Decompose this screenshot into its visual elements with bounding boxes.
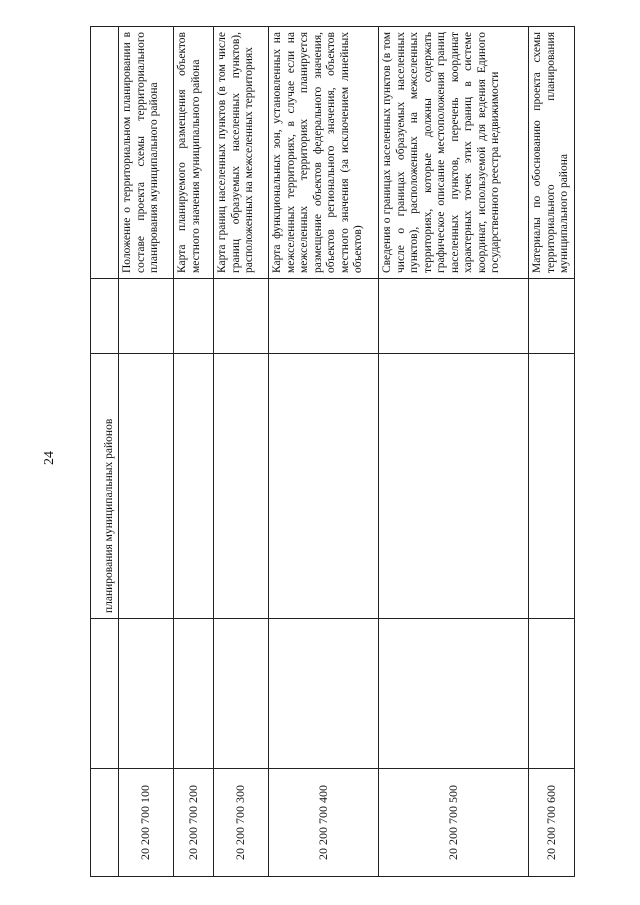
- row-name: Материалы по обоснованию проекта схемы территориального планирования муниципального района: [529, 27, 575, 279]
- row-code: 20 200 700 300: [214, 769, 269, 877]
- header-cell-code: [91, 769, 119, 877]
- row-empty-cell: [174, 619, 214, 769]
- header-cell-text: планирования муниципальных районов: [91, 354, 119, 619]
- row-empty-cell: [174, 354, 214, 619]
- header-cell-blank: [91, 279, 119, 354]
- row-empty-cell: [529, 354, 575, 619]
- rotated-table-container: [90, 27, 570, 877]
- table-row: [174, 27, 214, 877]
- row-empty-cell: [269, 279, 379, 354]
- table-row: [379, 27, 529, 877]
- row-empty-cell: [214, 279, 269, 354]
- row-empty-cell: [529, 279, 575, 354]
- row-empty-cell: [379, 279, 529, 354]
- row-code: 20 200 700 500: [379, 769, 529, 877]
- page-number: 24: [42, 451, 57, 465]
- row-empty-cell: [379, 619, 529, 769]
- header-cell-empty: [91, 619, 119, 769]
- row-name: Положение о территориальном планировании в составе проекта схемы территориального планирования муниципального района: [119, 27, 174, 279]
- row-code: 20 200 700 600: [529, 769, 575, 877]
- row-code: 20 200 700 200: [174, 769, 214, 877]
- row-empty-cell: [119, 354, 174, 619]
- row-empty-cell: [379, 354, 529, 619]
- row-empty-cell: [529, 619, 575, 769]
- row-empty-cell: [174, 279, 214, 354]
- table-row: [119, 27, 174, 877]
- row-empty-cell: [269, 619, 379, 769]
- row-empty-cell: [269, 354, 379, 619]
- row-empty-cell: [119, 619, 174, 769]
- row-name: Карта границ населенных пунктов (в том числе границ образуемых населенных пунктов), расположенных на межселенных территориях: [214, 27, 269, 279]
- header-cell-name: [91, 27, 119, 279]
- row-name: Карта планируемого размещения объектов местного значения муниципального района: [174, 27, 214, 279]
- row-empty-cell: [214, 619, 269, 769]
- table-row: [269, 27, 379, 877]
- row-code: 20 200 700 100: [119, 769, 174, 877]
- table-header-row: [91, 27, 119, 877]
- table-row: [214, 27, 269, 877]
- row-empty-cell: [214, 354, 269, 619]
- document-table: [90, 26, 575, 877]
- table-row: [529, 27, 575, 877]
- row-empty-cell: [119, 279, 174, 354]
- row-name: Сведения о границах населенных пунктов (в том числе о границах образуемых населенных пунктов), расположенных на межселенных территориях, которые должны содержать графическое описание местоположения границ населенных пунктов, перечень координат характерных точек этих границ в системе координат, используемой для ведения Единого государственного реестра недвижимости: [379, 27, 529, 279]
- row-code: 20 200 700 400: [269, 769, 379, 877]
- row-name: Карта функциональных зон, установленных на межселенных территориях, в случае если на межселенных территориях планируется размещение объектов федерального значения, объектов регионального значения, объектов местного значения (за исключением линейных объектов): [269, 27, 379, 279]
